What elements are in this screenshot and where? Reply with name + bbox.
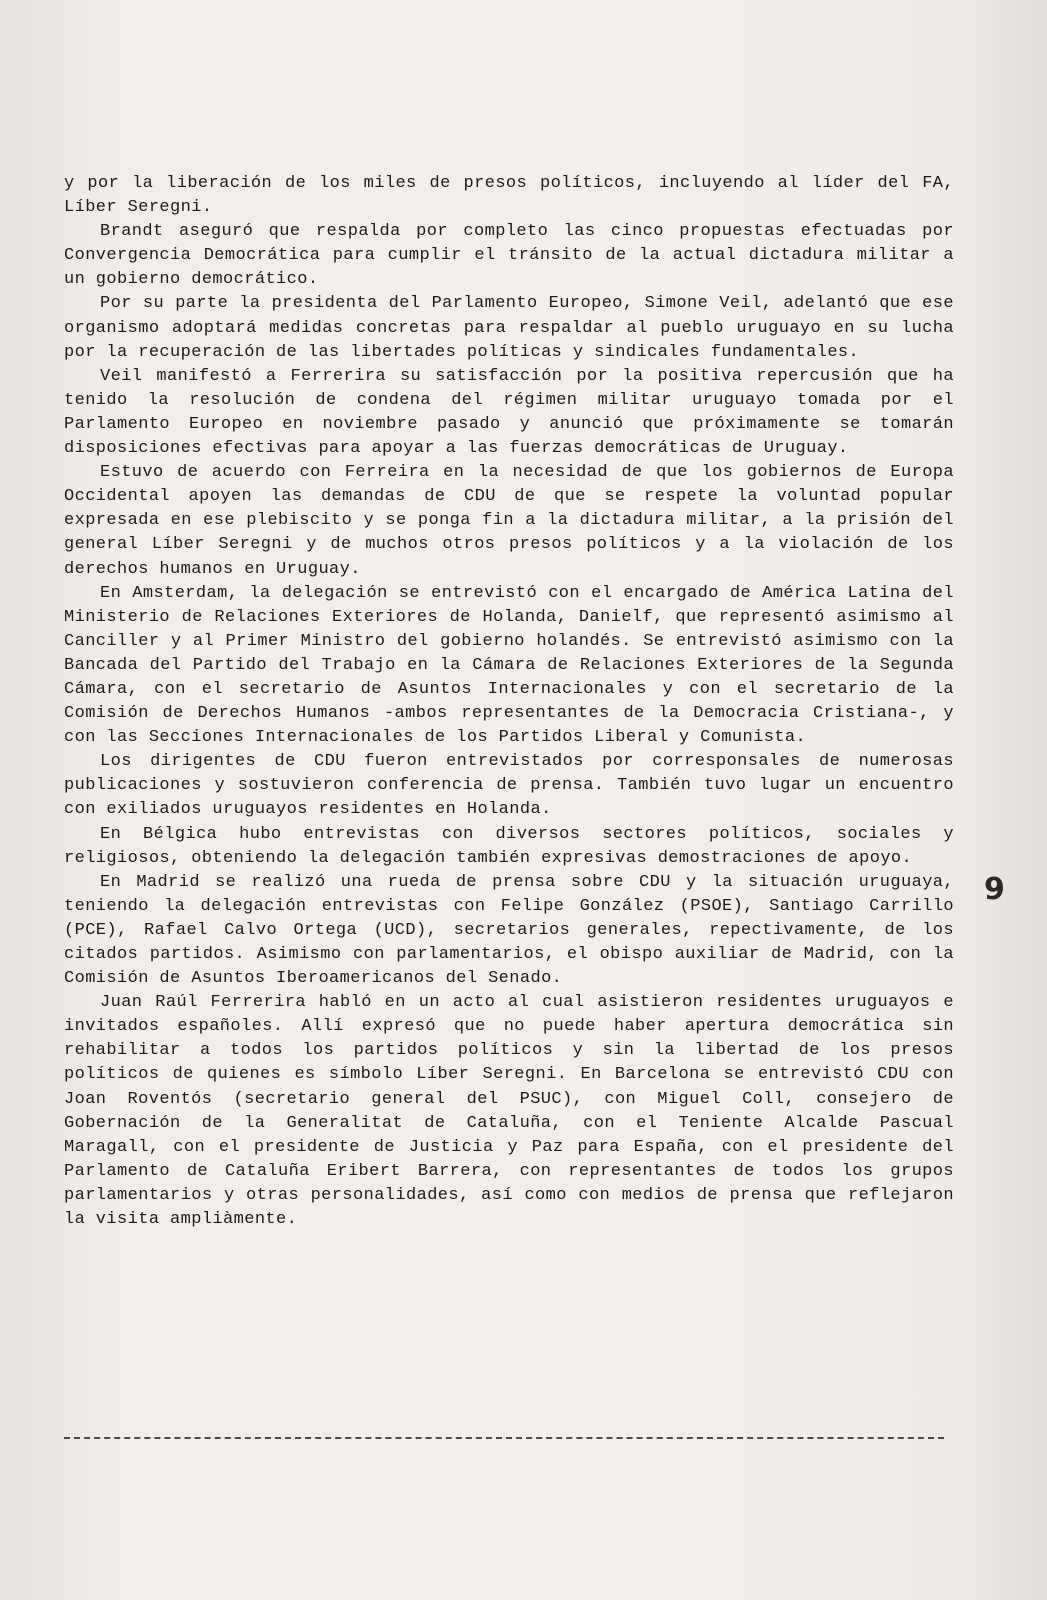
paragraph-9: En Madrid se realizó una rueda de prensa sobre CDU y la situación uruguaya, teniendo la delegación entrevistas con Felipe González (PSOE), Santiago Carrillo (PCE), Rafael Calvo Ortega (UCD), secretarios generales, repectivamente, de los citados partidos. Asimismo con parlamentarios, el obispo auxiliar de Madrid, con la Comisión de Asuntos Iberoamericanos del Senado. [64,872,954,989]
dashed-divider [64,1437,944,1439]
paragraph-10: Juan Raúl Ferrerira habló en un acto al cual asistieron residentes uruguayos e invitados españoles. Allí expresó que no puede haber apertura democrática sin rehabilitar a todos los partidos políticos y sin la libertad de los presos políticos de quienes es símbolo Líber Seregni. En Barcelona se entrevistó CDU con Joan Roventós (secretario general del PSUC), con Miguel Coll, consejero de Gobernación de la Generalitat de Cataluña, con el Teniente Alcalde Pascual Maragall, con el presidente de Justicia y Paz para España, con el presidente del Parlamento de Cataluña Eribert Barrera, con representantes de todos los grupos parlamentarios y otras personalidades, así como con medios de prensa que reflejaron la visita ampliàmente. [64,993,954,1230]
paragraph-5: Estuvo de acuerdo con Ferreira en la necesidad de que los gobiernos de Europa Occidental apoyen las demandas de CDU de que se respete la voluntad popular expresada en ese plebiscito y se ponga fin a la dictadura militar, a la prisión del general Líber Seregni y de muchos otros presos políticos y a la violación de los derechos humanos en Uruguay. [64,463,954,579]
body-text [64,172,954,1232]
paragraph-3: Por su parte la presidenta del Parlamento Europeo, Simone Veil, adelantó que ese organismo adoptará medidas concretas para respaldar al pueblo uruguayo en su lucha por la recuperación de las libertades políticas y sindicales fundamentales. [64,294,954,362]
paragraph-4: Veil manifestó a Ferrerira su satisfacción por la positiva repercusión que ha tenido la resolución de condena del régimen militar uruguayo tomada por el Parlamento Europeo en noviembre pasado y anunció que próximamente se tomarán disposiciones efectivas para apoyar a las fuerzas democráticas de Uruguay. [64,366,954,459]
paragraph-8: En Bélgica hubo entrevistas con diversos sectores políticos, sociales y religiosos, obteniendo la delegación también expresivas demostraciones de apoyo. [64,824,954,868]
paragraph-1: y por la liberación de los miles de presos políticos, incluyendo al líder del FA, Líber Seregni. [64,174,954,218]
paragraph-6: En Amsterdam, la delegación se entrevistó con el encargado de América Latina del Ministerio de Relaciones Exteriores de Holanda, Danielf, que representó asimismo al Canciller y al Primer Ministro del gobierno holandés. Se entrevistó asimismo con la Bancada del Partido del Trabajo en la Cámara de Relaciones Exteriores de la Segunda Cámara, con el secretario de Asuntos Internacionales y con el secretario de la Comisión de Derechos Humanos -ambos representantes de la Democracia Cristiana-, y con las Secciones Internacionales de los Partidos Liberal y Comunista. [64,583,954,748]
paragraph-7: Los dirigentes de CDU fueron entrevistados por corresponsales de numerosas publicaciones y sostuvieron conferencia de prensa. También tuvo lugar un encuentro con exiliados uruguayos residentes en Holanda. [64,752,954,820]
page-number: 9 [984,872,1005,907]
paragraph-2: Brandt aseguró que respalda por completo las cinco propuestas efectuadas por Convergencia Democrática para cumplir el tránsito de la actual dictadura militar a un gobierno democrático. [64,222,954,290]
